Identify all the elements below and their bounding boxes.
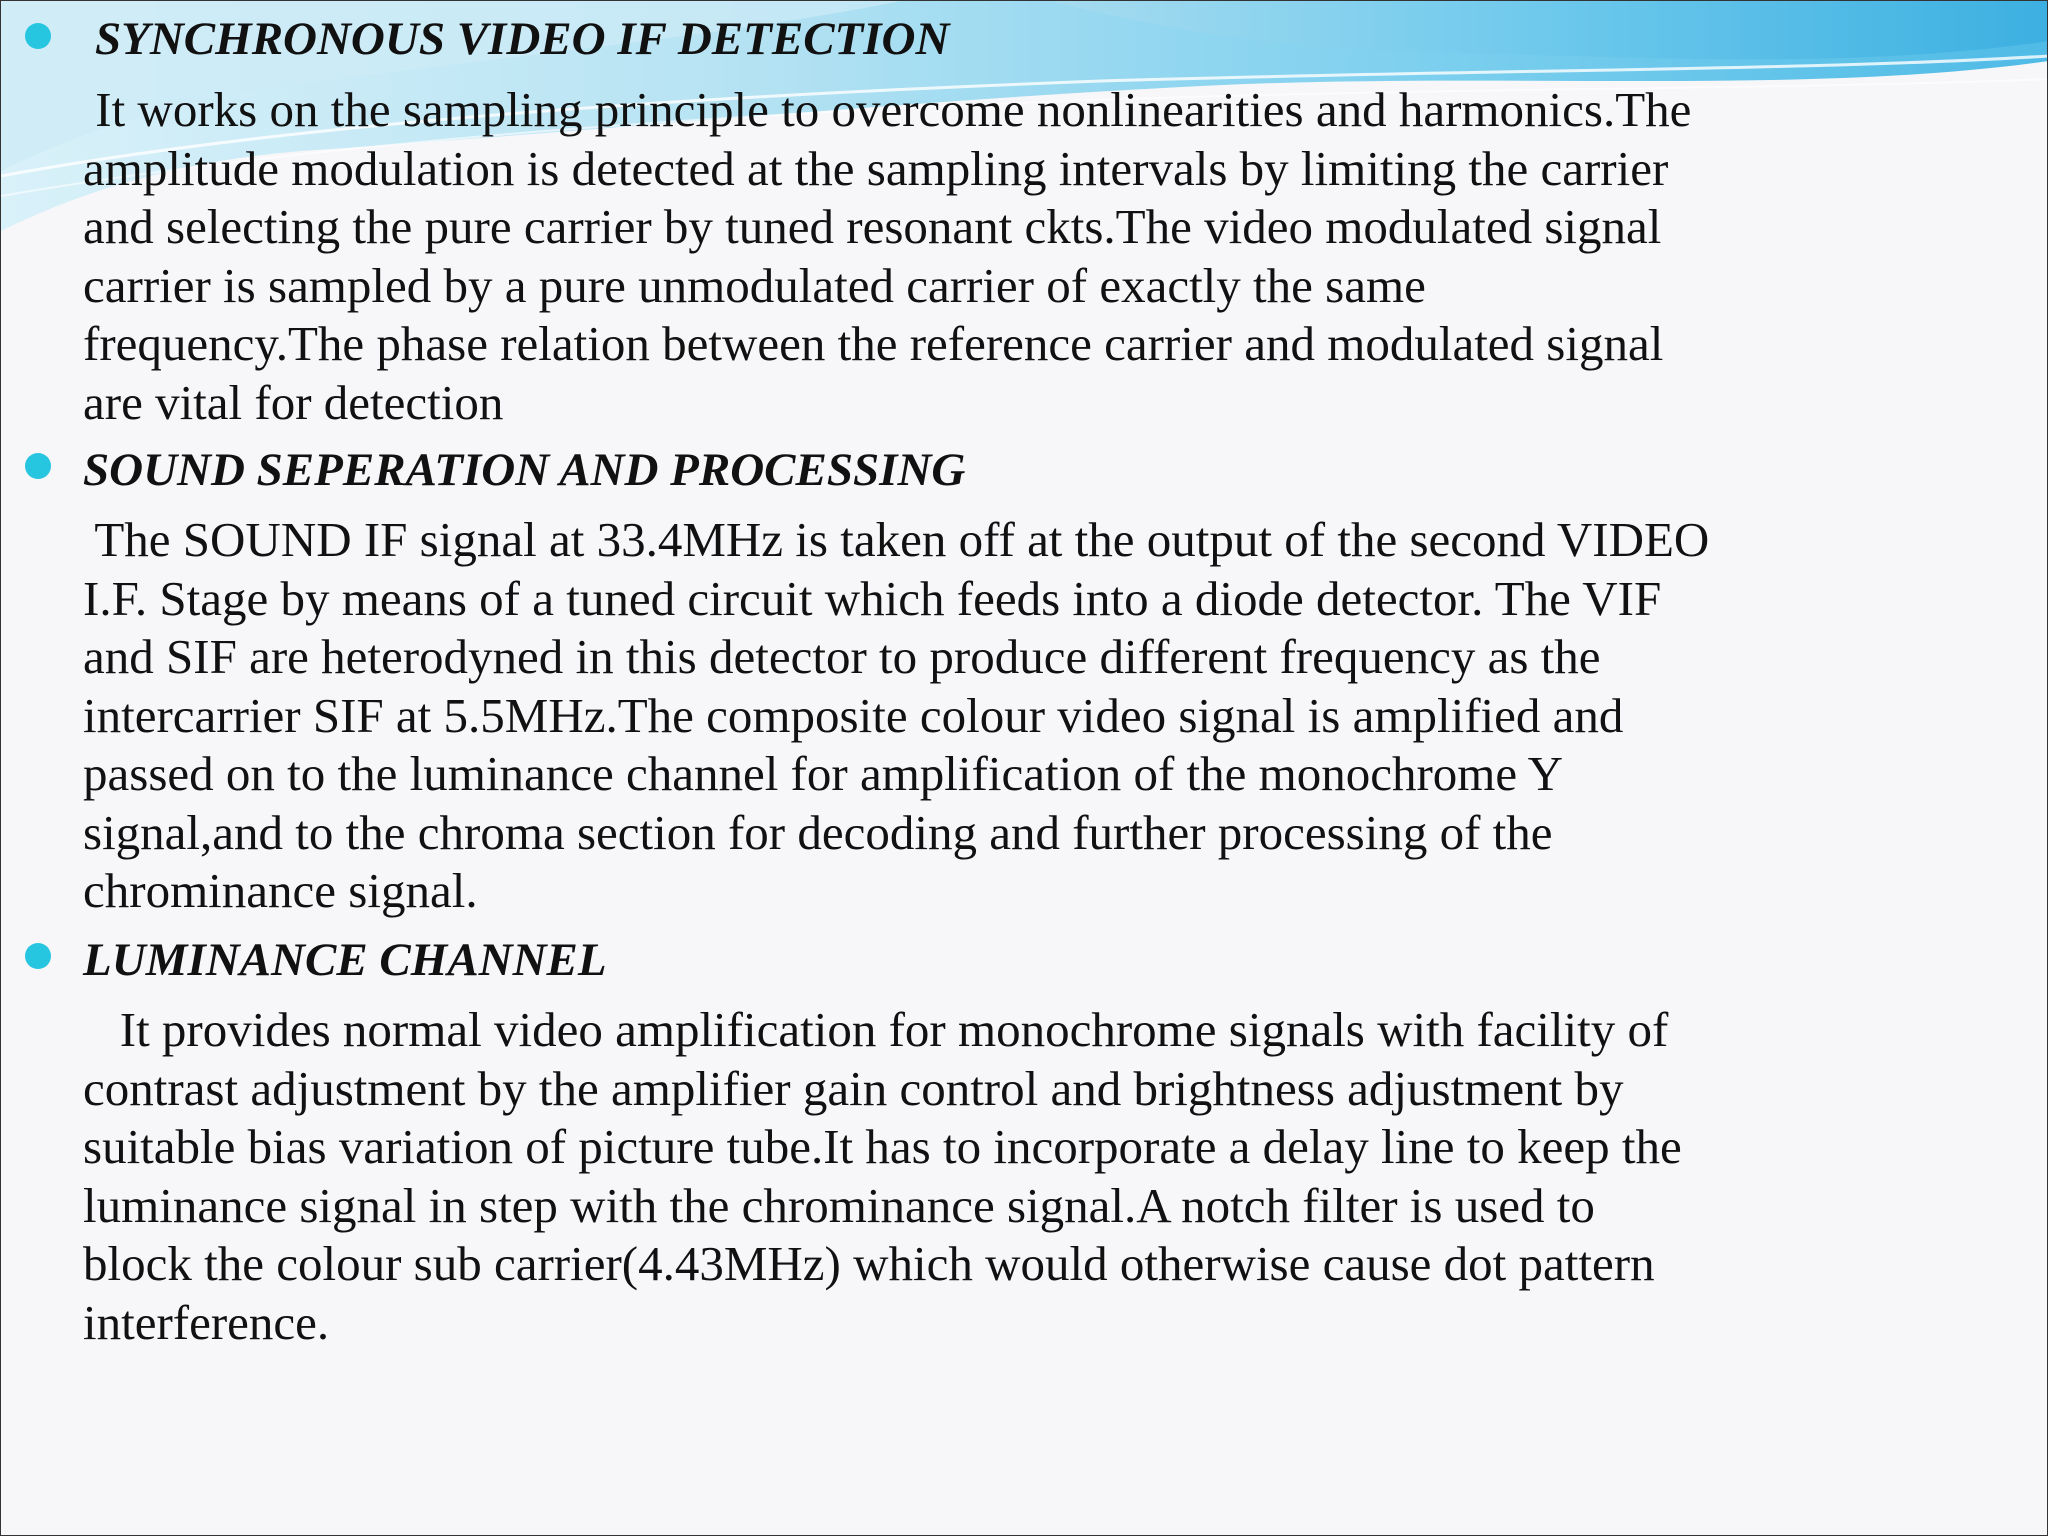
bullet-icon: [25, 943, 51, 969]
slide-content: [1, 1, 2048, 1536]
text-line: chrominance signal.: [83, 863, 478, 918]
text-line: suitable bias variation of picture tube.It has to incorporate a delay line to keep the: [83, 1119, 1682, 1174]
section-body-video-if: [83, 81, 2023, 432]
section-heading-luminance: LUMINANCE CHANNEL: [83, 934, 607, 986]
text-line: signal,and to the chroma section for decoding and further processing of the: [83, 804, 1553, 860]
text-line: I.F. Stage by means of a tuned circuit which feeds into a diode detector. The VIF: [83, 570, 1662, 626]
text-line: amplitude modulation is detected at the sampling intervals by limiting the carrier: [83, 140, 1669, 196]
text-line: block the colour sub carrier(4.43MHz) which would otherwise cause dot pattern: [83, 1236, 1655, 1291]
section-heading-sound: SOUND SEPERATION AND PROCESSING: [83, 444, 966, 496]
text-line: The SOUND IF signal at 33.4MHz is taken off at the output of the second VIDEO: [83, 512, 1710, 567]
text-line: interference.: [83, 1294, 330, 1350]
text-line: frequency.The phase relation between the reference carrier and modulated signal: [83, 316, 1664, 371]
text-line: carrier is sampled by a pure unmodulated carrier of exactly the same: [83, 257, 1426, 313]
text-line: contrast adjustment by the amplifier gain control and brightness adjustment by: [83, 1060, 1624, 1116]
bullet-icon: [25, 23, 51, 49]
bullet-icon: [25, 453, 51, 479]
text-line: intercarrier SIF at 5.5MHz.The composite colour video signal is amplified and: [83, 687, 1624, 743]
text-line: and selecting the pure carrier by tuned resonant ckts.The video modulated signal: [83, 199, 1662, 254]
text-line: It works on the sampling principle to overcome nonlinearities and harmonics.The: [83, 82, 1692, 137]
section-body-luminance: [83, 1001, 2023, 1352]
text-line: It provides normal video amplification for monochrome signals with facility of: [83, 1002, 1669, 1057]
text-line: luminance signal in step with the chrominance signal.A notch filter is used to: [83, 1177, 1595, 1233]
text-line: are vital for detection: [83, 374, 504, 430]
section-heading-video-if: SYNCHRONOUS VIDEO IF DETECTION: [95, 13, 950, 65]
section-body-sound: [83, 511, 2023, 921]
text-line: and SIF are heterodyned in this detector to produce different frequency as the: [83, 629, 1601, 684]
text-line: passed on to the luminance channel for amplification of the monochrome Y: [83, 746, 1563, 801]
